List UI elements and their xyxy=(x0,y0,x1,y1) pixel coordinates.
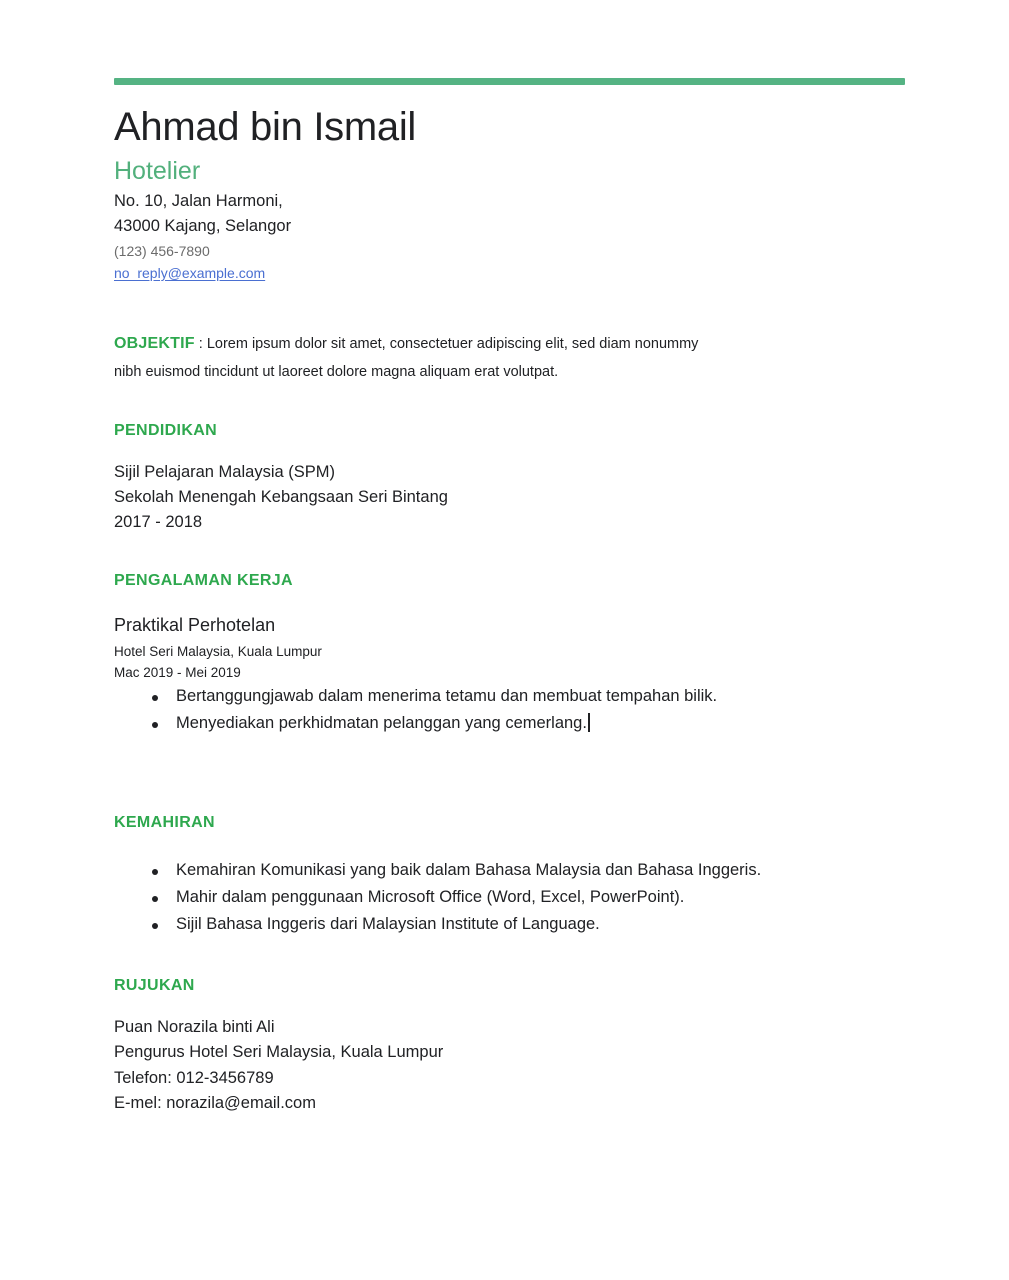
references-heading: RUJUKAN xyxy=(114,977,195,995)
references-section xyxy=(114,977,914,1116)
top-accent-bar xyxy=(114,78,905,85)
phone-number: (123) 456-7890 xyxy=(114,243,210,260)
reference-position: Pengurus Hotel Seri Malaysia, Kuala Lumpur xyxy=(114,1043,444,1062)
skill-bullet-text: Mahir dalam penggunaan Microsoft Office (Word, Excel, PowerPoint). xyxy=(176,887,685,906)
objective-paragraph xyxy=(114,329,704,385)
objective-text: Lorem ipsum dolor sit amet, consectetuer adipiscing elit, sed diam nonummy nibh euismod tincidunt ut laoreet dolore magna aliquam erat volutpat. xyxy=(114,336,699,381)
resume-content xyxy=(114,78,914,1116)
education-institution: Sekolah Menengah Kebangsaan Seri Bintang xyxy=(114,488,448,507)
reference-email: E-mel: norazila@email.com xyxy=(114,1093,316,1112)
email-line xyxy=(114,263,914,285)
experience-dates: Mac 2019 - Mei 2019 xyxy=(114,665,241,681)
job-title: Hotelier xyxy=(114,157,201,185)
experience-role: Praktikal Perhotelan xyxy=(114,614,276,635)
education-qualification: Sijil Pelajaran Malaysia (SPM) xyxy=(114,462,335,481)
list-item xyxy=(114,912,776,938)
reference-phone: Telefon: 012-3456789 xyxy=(114,1068,274,1087)
text-cursor xyxy=(588,713,590,732)
address-line-2: 43000 Kajang, Selangor xyxy=(114,216,292,235)
skills-heading: KEMAHIRAN xyxy=(114,814,215,832)
experience-bullet-list xyxy=(114,684,914,736)
experience-bullet-text: Bertanggungjawab dalam menerima tetamu dan membuat tempahan bilik. xyxy=(176,687,718,706)
email-link[interactable]: no_reply@example.com xyxy=(114,264,266,281)
skill-bullet-text: Sijil Bahasa Inggeris dari Malaysian Institute of Language. xyxy=(176,914,600,933)
list-item[interactable] xyxy=(114,711,776,737)
skills-section xyxy=(114,814,914,937)
objective-label: OBJEKTIF xyxy=(114,335,195,353)
education-years: 2017 - 2018 xyxy=(114,513,203,532)
list-item xyxy=(114,885,776,911)
education-section xyxy=(114,422,914,536)
skill-bullet-text: Kemahiran Komunikasi yang baik dalam Bahasa Malaysia dan Bahasa Inggeris. xyxy=(176,861,762,880)
experience-bullet-text: Menyediakan perkhidmatan pelanggan yang cemerlang. xyxy=(176,713,587,732)
list-item xyxy=(114,684,776,710)
page-title: Ahmad bin Ismail xyxy=(114,105,416,149)
list-item xyxy=(114,858,776,884)
experience-section xyxy=(114,572,914,737)
education-heading: PENDIDIKAN xyxy=(114,421,218,439)
experience-heading: PENGALAMAN KERJA xyxy=(114,571,293,589)
reference-name: Puan Norazila binti Ali xyxy=(114,1018,275,1037)
address-line-1: No. 10, Jalan Harmoni, xyxy=(114,192,283,211)
skills-bullet-list xyxy=(114,858,914,937)
resume-header xyxy=(114,106,914,284)
objective-separator: : xyxy=(194,336,207,353)
experience-company: Hotel Seri Malaysia, Kuala Lumpur xyxy=(114,643,322,659)
